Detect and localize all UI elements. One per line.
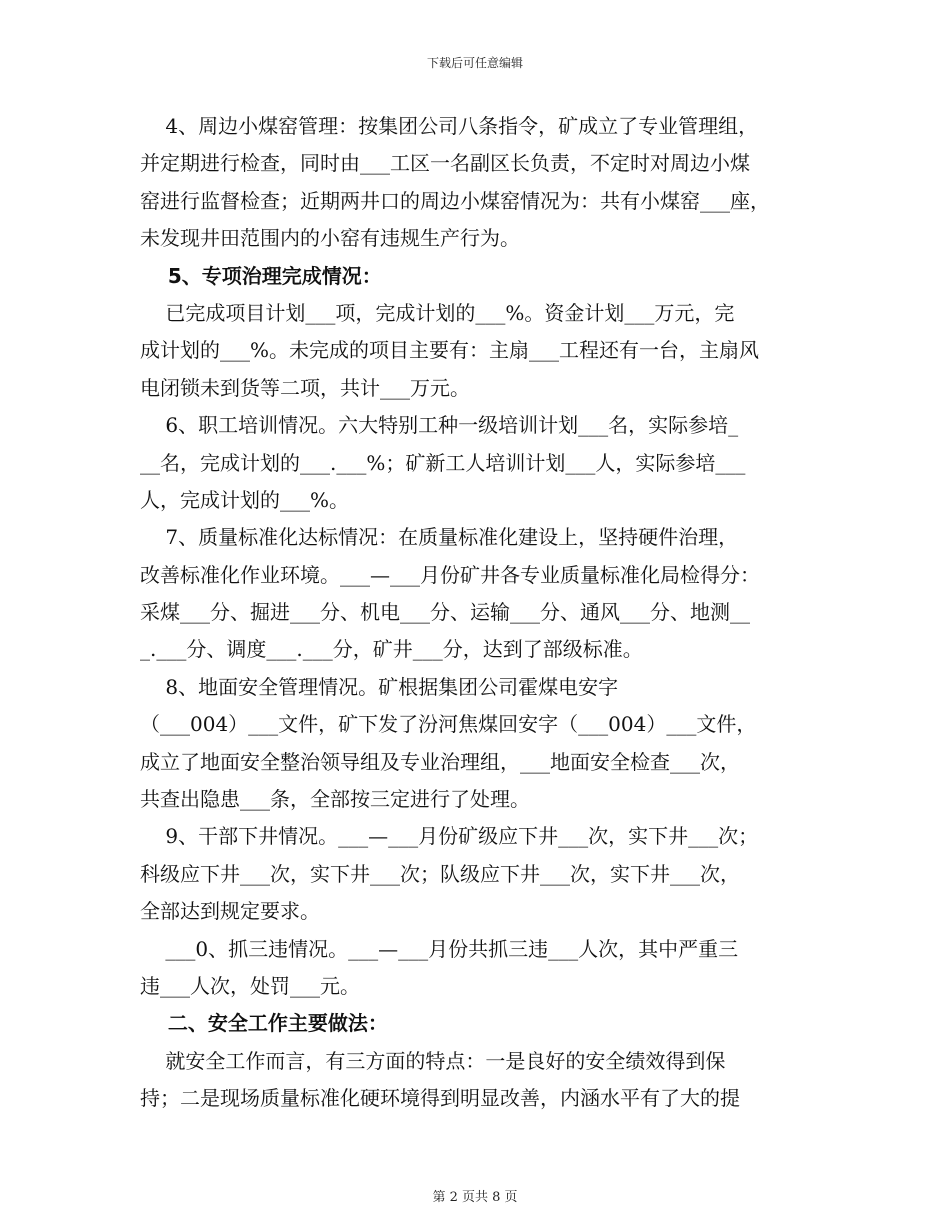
text-line: _.___分、调度___.___分，矿井___分，达到了部级标准。 bbox=[140, 637, 643, 662]
text-line: 成计划的___%。未完成的项目主要有：主扇___工程还有一台，主扇风 bbox=[140, 338, 760, 363]
page-footer: 第 2 页共 8 页 bbox=[432, 1190, 518, 1205]
text-line: __名，完成计划的___.___%；矿新工人培训计划___人，实际参培___ bbox=[140, 450, 746, 475]
text-line: 采煤___分、掘进___分、机电___分、运输___分、通风___分、地测__ bbox=[140, 600, 750, 625]
text-line: 6、职工培训情况。六大特别工种一级培训计划___名，实际参培_ bbox=[140, 413, 739, 438]
text-line: 7、质量标准化达标情况：在质量标准化建设上，坚持硬件治理， bbox=[140, 525, 739, 550]
document-body bbox=[140, 108, 820, 1118]
text-line: 成立了地面安全整治领导组及专业治理组，___地面安全检查___次， bbox=[140, 749, 740, 774]
text-line: 并定期进行检查，同时由___工区一名副区长负责，不定时对周边小煤 bbox=[140, 151, 750, 176]
text-line: 未发现井田范围内的小窑有违规生产行为。 bbox=[140, 226, 520, 251]
text-line: 持；二是现场质量标准化硬环境得到明显改善，内涵水平有了大的提 bbox=[140, 1086, 740, 1111]
section-heading: 5、专项治理完成情况： bbox=[140, 263, 382, 288]
text-line: 已完成项目计划___项，完成计划的___%。资金计划___万元，完 bbox=[140, 300, 735, 325]
text-line: 改善标准化作业环境。___—___月份矿井各专业质量标准化局检得分： bbox=[140, 562, 760, 587]
text-line: 共查出隐患___条，全部按三定进行了处理。 bbox=[140, 787, 530, 812]
text-line: 科级应下井___次，实下井___次；队级应下井___次，实下井___次， bbox=[140, 861, 740, 886]
text-line: 全部达到规定要求。 bbox=[140, 899, 320, 924]
text-line: （___004）___文件，矿下发了汾河焦煤回安字（___004）___文件， bbox=[140, 712, 757, 737]
text-line: 电闭锁未到货等二项，共计___万元。 bbox=[140, 375, 470, 400]
text-line: 4、周边小煤窑管理：按集团公司八条指令，矿成立了专业管理组， bbox=[140, 114, 759, 138]
text-line: ___0、抓三违情况。___—___月份共抓三违___人次，其中严重三 bbox=[140, 936, 739, 961]
text-line: 就安全工作而言，有三方面的特点：一是良好的安全绩效得到保 bbox=[140, 1048, 726, 1073]
text-line: 窑进行监督检查；近期两井口的周边小煤窑情况为：共有小煤窑___座， bbox=[140, 188, 770, 213]
text-line: 违___人次，处罚___元。 bbox=[140, 973, 360, 998]
text-line: 人，完成计划的___%。 bbox=[140, 487, 350, 512]
page-header: 下载后可任意编辑 bbox=[426, 56, 523, 70]
text-line: 9、干部下井情况。___—___月份矿级应下井___次，实下井___次； bbox=[140, 824, 759, 849]
section-heading: 二、安全工作主要做法： bbox=[140, 1011, 388, 1036]
text-line: 8、地面安全管理情况。矿根据集团公司霍煤电安字 bbox=[140, 674, 619, 699]
